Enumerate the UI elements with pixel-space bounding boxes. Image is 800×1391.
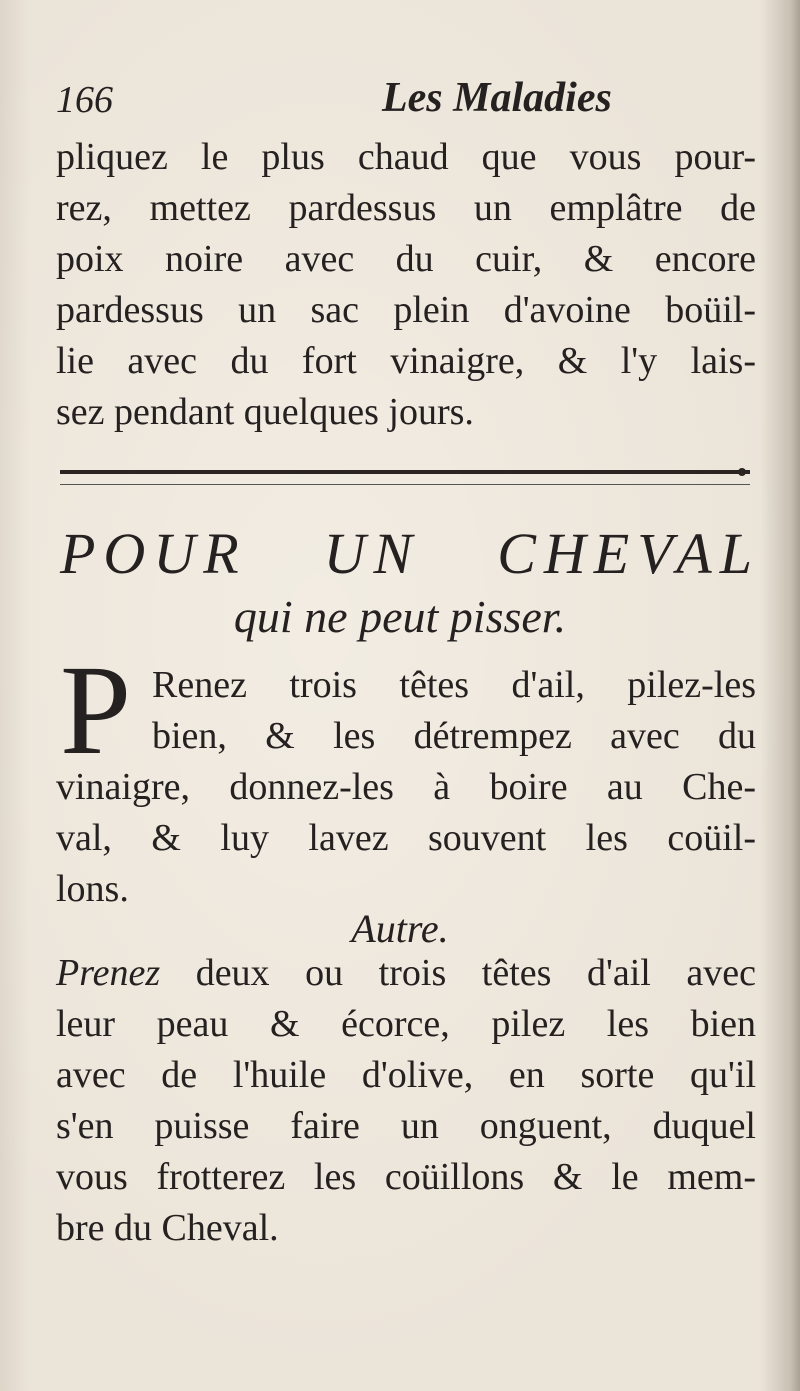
text-line: leur peau & écorce, pilez les bien: [56, 1003, 756, 1045]
running-title: Les Maladies: [382, 75, 612, 121]
alternative-heading: Autre.: [351, 906, 449, 951]
text-line: sez pendant quelques jours.: [56, 391, 474, 433]
text-line: poix noire avec du cuir, & encore: [56, 238, 756, 280]
section-heading: [60, 520, 760, 587]
heading-word: UN: [323, 521, 421, 586]
paragraph-indented-lines: [152, 660, 756, 762]
paragraph-continued: [56, 132, 756, 438]
text-line: val, & luy lavez souvent les coüil-: [56, 817, 756, 859]
text-line: avec de l'huile d'olive, en sorte qu'il: [56, 1054, 756, 1096]
rule-ornament: [738, 468, 746, 476]
heading-word: CHEVAL: [497, 521, 760, 586]
text-line: pardessus un sac plein d'avoine boüil-: [56, 289, 756, 331]
text-line: lons.: [56, 868, 129, 910]
ornamental-rule: [60, 470, 750, 485]
first-word: Prenez: [56, 952, 161, 994]
text-line: vous frotterez les coüillons & le mem-: [56, 1156, 756, 1198]
paragraph-alternative: [56, 948, 756, 1254]
first-line-rest: deux ou trois têtes d'ail avec: [160, 952, 756, 994]
text-line: lie avec du fort vinaigre, & l'y lais-: [56, 340, 756, 382]
text-line: s'en puisse faire un onguent, duquel: [56, 1105, 756, 1147]
text-line: bre du Cheval.: [56, 1207, 279, 1249]
section-subheading: qui ne peut pisser.: [233, 591, 567, 642]
text-line: pliquez le plus chaud que vous pour-: [56, 136, 756, 178]
text-line: bien, & les détrempez avec du: [152, 715, 756, 757]
heading-word: POUR: [60, 521, 247, 586]
text-line: rez, mettez pardessus un emplâtre de: [56, 187, 756, 229]
text-line: Renez trois têtes d'ail, pilez-les: [152, 664, 756, 706]
text-line: [56, 948, 756, 999]
page-header: [56, 72, 756, 132]
text-line: vinaigre, donnez-les à boire au Che-: [56, 766, 756, 808]
paragraph-body: [56, 762, 756, 915]
drop-cap: P: [60, 639, 132, 781]
page-number: 166: [56, 79, 113, 121]
